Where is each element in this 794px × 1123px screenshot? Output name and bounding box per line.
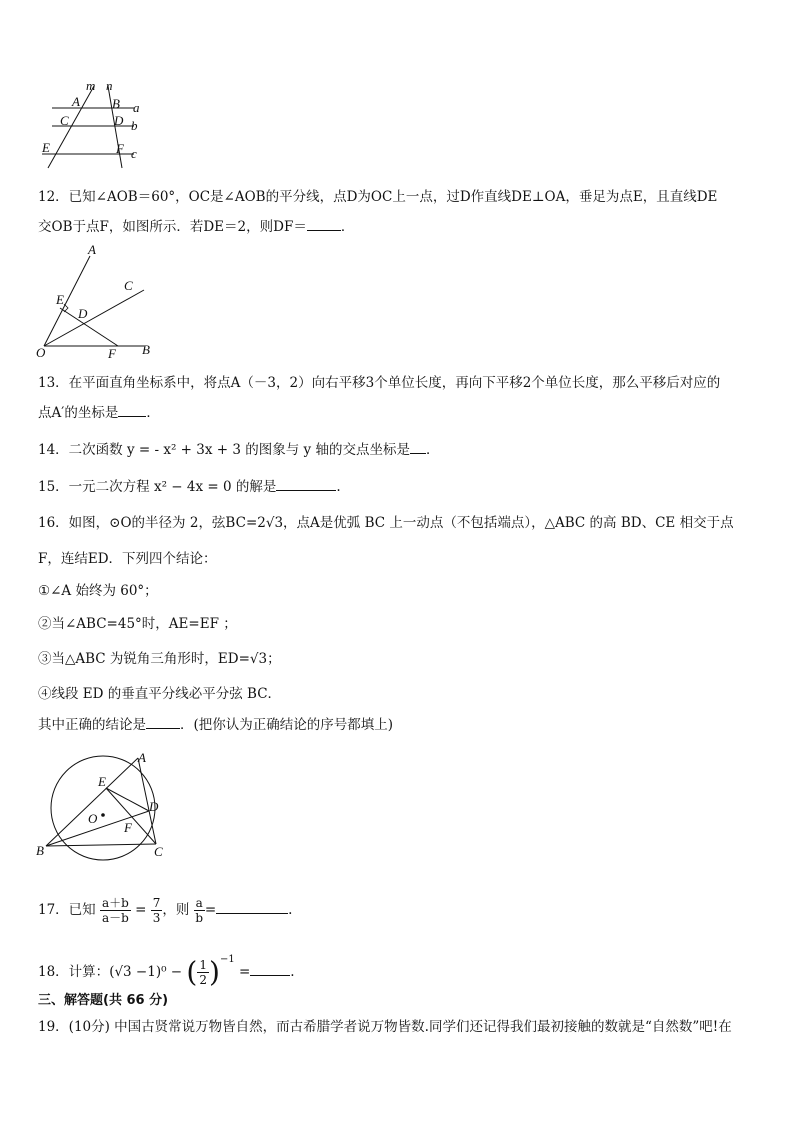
answer-blank-12[interactable] — [307, 218, 341, 231]
paren-left: ( — [186, 955, 198, 989]
q16-ask-a: 其中正确的结论是 — [38, 717, 146, 733]
q15-end: . — [336, 479, 341, 495]
q13-end: ． — [146, 405, 160, 421]
answer-blank-13[interactable] — [118, 404, 146, 417]
q16-text-a: 16．如图，⊙O的半径为 2，弦BC=2 — [38, 515, 266, 531]
fig12-label-C: C — [124, 278, 133, 293]
question-12-line2 — [38, 218, 354, 236]
question-14 — [38, 441, 439, 459]
answer-blank-18[interactable] — [250, 963, 290, 976]
fig12-label-B: B — [142, 342, 150, 357]
label-n: n — [106, 78, 113, 93]
label-a: a — [133, 100, 140, 115]
question-18 — [38, 942, 295, 991]
answer-blank-15[interactable] — [276, 478, 336, 491]
q17-mid: ，则 — [162, 902, 190, 918]
question-19: 19．(10分) 中国古贤常说万物皆自然，而古希腊学者说万物皆数.同学们还记得我们最初接触的数就是“自然数”吧!在 — [38, 1019, 732, 1035]
fig16-label-E: E — [98, 774, 106, 789]
conclusion-2: ②当∠ABC=45°时，AE=EF ； — [38, 616, 237, 632]
q12-end: ． — [340, 219, 355, 235]
answer-blank-16[interactable] — [146, 716, 180, 729]
angle-bisector-figure — [32, 242, 162, 362]
c3-end: ； — [267, 651, 281, 667]
answer-blank-14[interactable] — [410, 441, 426, 454]
fig16-label-O: O — [88, 811, 98, 826]
question-16-line1 — [38, 514, 734, 532]
label-B: B — [112, 96, 120, 111]
fig12-label-D: D — [78, 306, 88, 321]
label-c: c — [131, 146, 137, 161]
sqrt3-a: √3 — [265, 515, 284, 531]
fraction-a-b: $\frac{a}{b}$ — [195, 896, 204, 925]
fraction-ab: $\frac{a+b}{a-b}$ — [101, 896, 129, 925]
conclusion-3 — [38, 650, 281, 668]
q18-end: . — [290, 964, 295, 980]
label-b: b — [131, 118, 138, 133]
c3-text: ③当△ABC 为锐角三角形时，ED= — [38, 651, 250, 667]
conclusion-1: ①∠A 始终为 60°； — [38, 583, 158, 599]
q18-eq: = — [238, 964, 251, 980]
fig12-label-A: A — [88, 242, 96, 257]
label-E: E — [42, 140, 50, 155]
q18-expr: (√3 −1)⁰ − — [109, 964, 183, 980]
q13-text: 点A′的坐标是 — [38, 405, 119, 421]
question-12-line1: 12．已知∠AOB＝60°，OC是∠AOB的平分线，点D为OC上一点，过D作直线DE⊥OA，垂足为点E，且直线DE — [38, 189, 718, 205]
q17-prefix: 17．已知 — [38, 902, 96, 918]
fig12-label-F: F — [108, 346, 116, 361]
fig12-label-E: E — [56, 292, 64, 307]
circle-triangle-figure — [34, 748, 174, 864]
section-heading-3: 三、解答题(共 66 分) — [38, 993, 169, 1008]
label-A: A — [72, 94, 80, 109]
answer-blank-17[interactable] — [216, 901, 288, 914]
label-C: C — [60, 113, 69, 128]
question-13-line2 — [38, 404, 160, 422]
q17-eq: = — [135, 902, 147, 918]
fraction-1-2: $\frac{1}{2}$ — [199, 958, 207, 987]
label-D: D — [114, 113, 124, 128]
q18-exponent: −1 — [219, 954, 235, 965]
label-m: m — [86, 78, 96, 93]
sqrt3-b: √3 — [249, 651, 268, 667]
question-16-ask — [38, 716, 393, 734]
q17-end: . — [288, 902, 293, 918]
fig16-label-B: B — [36, 843, 44, 858]
question-13-line1: 13．在平面直角坐标系中，将点A（－3，2）向右平移3个单位长度，再向下平移2个单位长度，那么平移后对应的 — [38, 375, 721, 391]
label-F: F — [116, 141, 124, 156]
fraction-7-3: $\frac{7}{3}$ — [152, 896, 161, 925]
q15-text: 15．一元二次方程 x² − 4x = 0 的解是 — [38, 479, 277, 495]
fig12-label-O: O — [36, 345, 46, 360]
q17-suffix: = — [204, 902, 217, 918]
conclusion-4: ④线段 ED 的垂直平分线必平分弦 BC． — [38, 686, 282, 702]
question-16-line2: F，连结ED．下列四个结论： — [38, 551, 217, 567]
parallel-lines-figure — [38, 78, 148, 170]
fig16-label-F: F — [124, 820, 132, 835]
fig16-label-C: C — [154, 844, 163, 859]
q16-text-b: ，点A是优弧 BC 上一动点（不包括端点），△ABC 的高 BD、CE 相交于点 — [283, 515, 734, 531]
question-17 — [38, 892, 292, 928]
q14-end: ． — [425, 442, 440, 458]
q14-text: 14．二次函数 y = - x² + 3x + 3 的图象与 y 轴的交点坐标是 — [38, 442, 410, 458]
fig16-label-A: A — [138, 750, 146, 765]
q12-text: 交OB于点F，如图所示．若DE＝2，则DF＝ — [38, 219, 307, 235]
fig16-label-D: D — [149, 799, 159, 814]
q18-prefix: 18．计算： — [38, 964, 110, 980]
q16-ask-b: ．(把你认为正确结论的序号都填上) — [180, 717, 394, 733]
paren-right: ) — [209, 955, 220, 989]
question-15 — [38, 478, 341, 496]
